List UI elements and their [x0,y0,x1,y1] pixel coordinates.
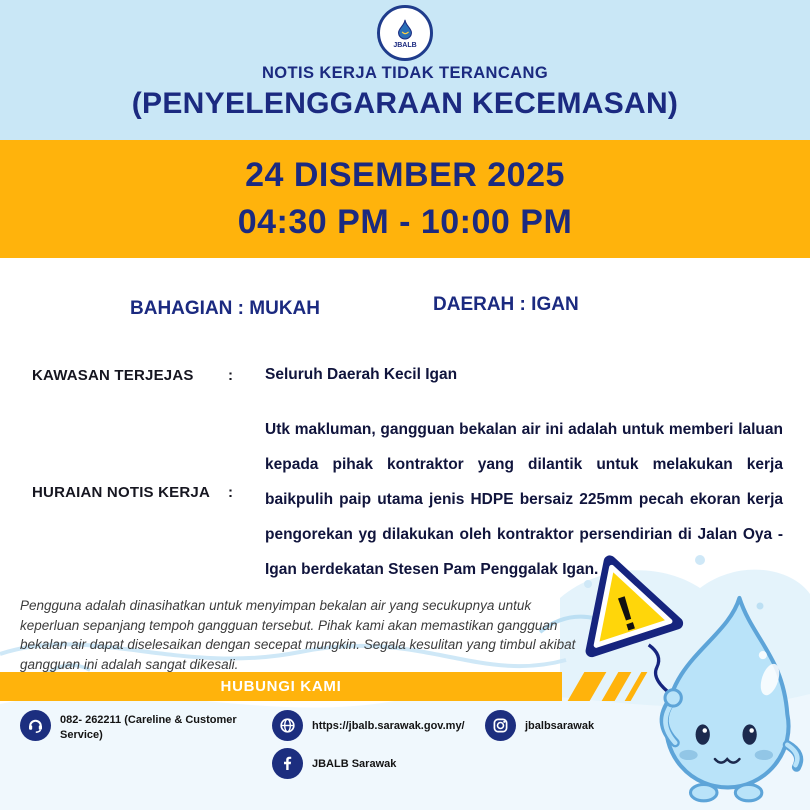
headset-icon [20,710,51,741]
water-drop-mascot [573,545,808,810]
disclaimer-text: Pengguna adalah dinasihatkan untuk menyimpan bekalan air yang secukupnya untuk keperluan sepanjang tempoh gangguan tersebut. Pihak kami akan memastikan gangguan bekalan air dapat diselesaikan dengan secepat mungkin. Segala kesulitan yang timbul akibat gangguan ini adalah sangat dikesali. [20,598,576,672]
daerah-label: DAERAH : IGAN [433,294,579,315]
facebook-icon [272,748,303,779]
sign-handle [649,645,673,696]
warning-sign-icon [573,548,678,654]
website-label: https://jbalb.sarawak.gov.my/ [312,720,465,732]
water-drop-body [664,598,798,801]
work-description-colon: : [228,484,233,501]
contact-website [272,710,465,741]
affected-area-colon: : [228,367,233,384]
affected-area-label: KAWASAN TERJEJAS [32,367,194,384]
notice-date: 24 DISEMBER 2025 [245,156,565,194]
jbalb-logo [377,5,433,61]
instagram-label: jbalbsarawak [525,720,595,732]
contact-phone [20,710,255,743]
instagram-icon [485,710,516,741]
header [0,0,810,140]
bahagian-label: BAHAGIAN : MUKAH [130,298,320,319]
notice-time: 04:30 PM - 10:00 PM [237,203,573,241]
notice-category-title: (PENYELENGGARAAN KECEMASAN) [131,87,679,120]
logo-text: JBALB [393,42,417,49]
date-banner [0,140,810,258]
contact-heading: HUBUNGI KAMI [220,678,342,695]
globe-icon [272,710,303,741]
facebook-label: JBALB Sarawak [312,758,397,770]
logo-drop-icon [395,17,415,41]
work-description-label: HURAIAN NOTIS KERJA [32,484,210,501]
phone-label: 082- 262211 (Careline & Customer Service) [60,714,237,741]
contact-banner [0,672,562,701]
notice-type-title: NOTIS KERJA TIDAK TERANCANG [261,64,549,82]
contact-facebook [272,748,396,779]
exclamation-mark: ! [610,586,643,643]
affected-area-value: Seluruh Daerah Kecil Igan [265,366,458,383]
work-description-value: Utk makluman, gangguan bekalan air ini adalah untuk memberi laluan kepada pihak kontraktor yang dilantik untuk melakukan kerja baikpulih paip utama jenis HDPE bersaiz 225mm pecah ekoran kerja pengorekan yg dilakukan oleh kontraktor persendirian di Jalan Oya - Igan berdekatan Stesen Pam Penggalak Igan. [265,421,783,578]
